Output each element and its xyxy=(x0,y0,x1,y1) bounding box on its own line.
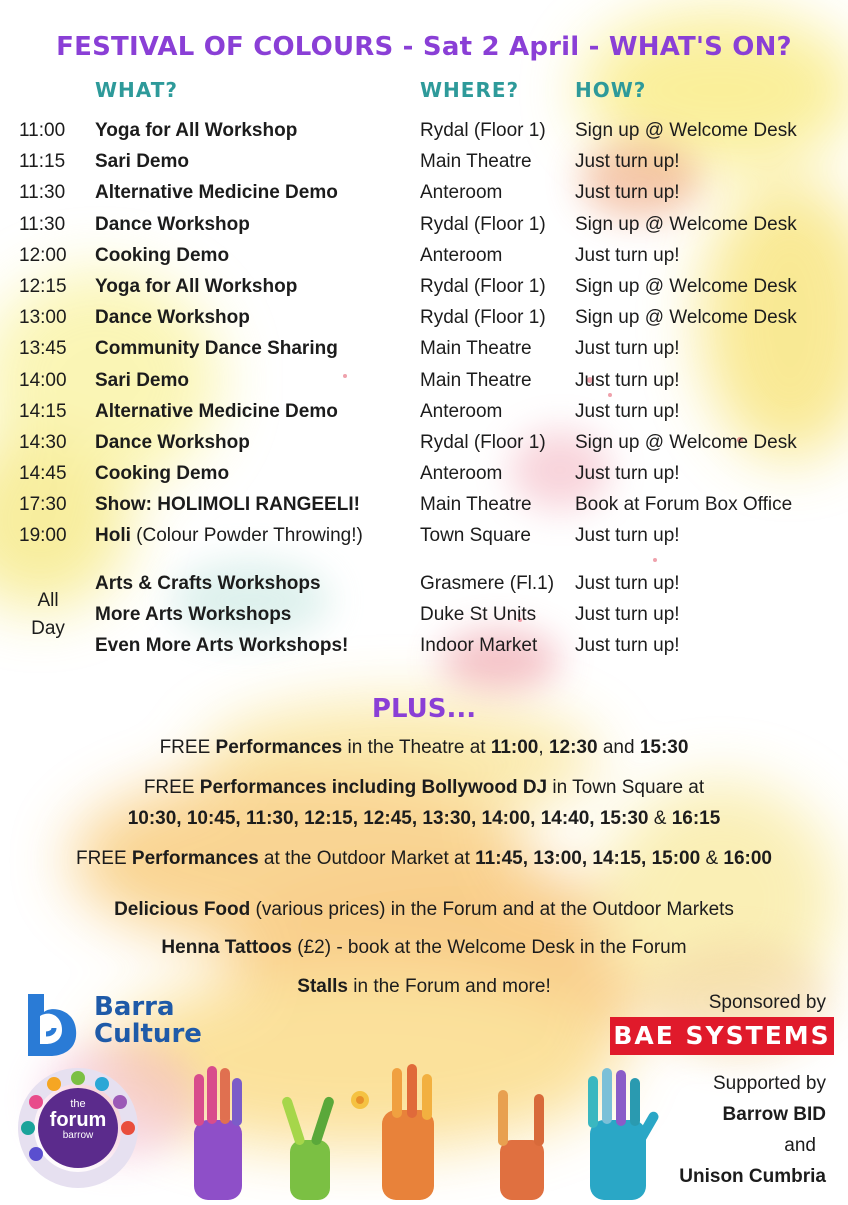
schedule-row xyxy=(0,214,848,245)
supported-by-label: Supported by xyxy=(712,1073,826,1094)
schedule-table xyxy=(0,120,848,557)
event-title: Cooking Demo xyxy=(95,244,230,266)
event-booking: Just turn up! xyxy=(575,244,680,266)
schedule-row xyxy=(0,245,848,276)
event-time: 13:45 xyxy=(19,338,67,360)
event-title: Holi (Colour Powder Throwing!) xyxy=(95,525,363,547)
townsquare-performances-line: FREE Performances including Bollywood DJ in Town Square at xyxy=(143,777,705,798)
event-location: Main Theatre xyxy=(420,151,532,173)
event-title: Sari Demo xyxy=(95,369,189,391)
event-title: Yoga for All Workshop xyxy=(95,120,298,141)
schedule-row xyxy=(0,525,848,556)
event-time: 11:30 xyxy=(19,182,66,204)
event-time: 14:00 xyxy=(19,369,67,391)
event-location: Anteroom xyxy=(420,244,503,266)
event-time: 12:15 xyxy=(19,275,67,297)
food-line: Delicious Food (various prices) in the Forum and at the Outdoor Markets xyxy=(114,899,734,920)
all-day-row xyxy=(0,573,848,604)
henna-line: Henna Tattoos (£2) - book at the Welcome Desk in the Forum xyxy=(161,937,687,958)
event-location: Indoor Market xyxy=(420,635,538,656)
schedule-row xyxy=(0,182,848,213)
event-location: Anteroom xyxy=(420,182,503,204)
event-booking: Just turn up! xyxy=(575,463,680,485)
event-title: Yoga for All Workshop xyxy=(95,275,298,297)
event-booking: Just turn up! xyxy=(575,635,680,656)
event-time: 11:30 xyxy=(19,213,66,235)
event-title: Cooking Demo xyxy=(95,463,230,485)
event-location: Main Theatre xyxy=(420,369,532,391)
hand-icon xyxy=(194,1066,242,1200)
event-time: 14:45 xyxy=(19,463,67,485)
schedule-row xyxy=(0,463,848,494)
header-what: WHAT? xyxy=(95,78,178,102)
event-title: Dance Workshop xyxy=(95,307,250,329)
event-booking: Just turn up! xyxy=(575,604,680,625)
event-title: Alternative Medicine Demo xyxy=(95,400,338,422)
flower-icon xyxy=(351,1091,369,1109)
event-title: Dance Workshop xyxy=(95,431,250,453)
event-booking: Just turn up! xyxy=(575,369,680,391)
schedule-row xyxy=(0,432,848,463)
event-booking: Just turn up! xyxy=(575,338,680,360)
event-title: Community Dance Sharing xyxy=(95,338,338,360)
event-location: Anteroom xyxy=(420,463,503,485)
event-location: Rydal (Floor 1) xyxy=(420,431,546,453)
event-title: Show: HOLIMOLI RANGEELI! xyxy=(95,494,360,516)
event-booking: Book at Forum Box Office xyxy=(575,494,793,516)
sponsored-by-label: Sponsored by xyxy=(708,992,826,1013)
event-time: 14:30 xyxy=(19,431,67,453)
event-location: Rydal (Floor 1) xyxy=(420,307,546,329)
event-location: Rydal (Floor 1) xyxy=(420,275,546,297)
peace-hand-icon xyxy=(281,1096,335,1200)
schedule-row xyxy=(0,276,848,307)
event-booking: Sign up @ Welcome Desk xyxy=(575,431,797,453)
event-booking: Just turn up! xyxy=(575,573,680,594)
event-title: Even More Arts Workshops! xyxy=(95,635,349,656)
header-where: WHERE? xyxy=(420,78,520,102)
event-time: 19:00 xyxy=(19,525,67,547)
barrow-bid-label: Barrow BID xyxy=(722,1104,826,1125)
schedule-row xyxy=(0,120,848,151)
townsquare-times-line: 10:30, 10:45, 11:30, 12:15, 12:45, 13:30, 14:00, 14:40, 15:30 & 16:15 xyxy=(127,808,721,829)
rock-hand-icon xyxy=(498,1090,544,1200)
market-performances-line: FREE Performances at the Outdoor Market at 11:45, 13:00, 14:15, 15:00 & 16:00 xyxy=(75,848,773,869)
event-title: Alternative Medicine Demo xyxy=(95,182,338,204)
barra-b-icon xyxy=(22,990,84,1058)
event-title: Dance Workshop xyxy=(95,213,250,235)
event-location: Town Square xyxy=(420,525,531,547)
event-location: Rydal (Floor 1) xyxy=(420,213,546,235)
plus-heading: PLUS... xyxy=(371,694,477,724)
unison-cumbria-label: Unison Cumbria xyxy=(679,1166,826,1187)
event-location: Main Theatre xyxy=(420,494,532,516)
event-booking: Sign up @ Welcome Desk xyxy=(575,307,797,329)
schedule-row xyxy=(0,307,848,338)
open-hand-icon xyxy=(588,1068,660,1200)
bae-systems-logo: BAE SYSTEMS xyxy=(610,1017,834,1055)
event-title: Sari Demo xyxy=(95,151,189,173)
all-day-section xyxy=(0,573,848,673)
event-location: Main Theatre xyxy=(420,338,532,360)
event-booking: Sign up @ Welcome Desk xyxy=(575,120,797,141)
header-how: HOW? xyxy=(575,78,647,102)
event-location: Duke St Units xyxy=(420,604,537,625)
event-location: Rydal (Floor 1) xyxy=(420,120,546,141)
and-label: and xyxy=(784,1135,816,1156)
event-booking: Sign up @ Welcome Desk xyxy=(575,275,797,297)
event-title: Arts & Crafts Workshops xyxy=(95,573,321,594)
event-booking: Just turn up! xyxy=(575,400,680,422)
event-title: More Arts Workshops xyxy=(95,604,292,625)
event-note: (Colour Powder Throwing!) xyxy=(130,525,363,547)
barra-culture-logo xyxy=(22,990,222,1060)
forum-barrow-logo xyxy=(8,1068,148,1193)
event-time: 11:15 xyxy=(19,151,66,173)
schedule-row xyxy=(0,401,848,432)
theatre-performances-line: FREE Performances in the Theatre at 11:00, 12:30 and 15:30 xyxy=(159,737,689,758)
event-time: 13:00 xyxy=(19,307,67,329)
all-day-label: All Day xyxy=(31,590,65,639)
event-location: Grasmere (Fl.1) xyxy=(420,573,555,594)
event-location: Anteroom xyxy=(420,400,503,422)
barra-culture-wordmark: Barra Culture xyxy=(94,992,202,1049)
ok-hand-icon xyxy=(382,1064,434,1200)
event-time: 14:15 xyxy=(19,400,67,422)
event-booking: Just turn up! xyxy=(575,151,680,173)
event-time: 11:00 xyxy=(19,120,66,141)
schedule-row xyxy=(0,494,848,525)
stalls-line: Stalls in the Forum and more! xyxy=(297,976,551,997)
event-booking: Just turn up! xyxy=(575,182,680,204)
forum-wordmark: the forum barrow xyxy=(49,1098,107,1141)
all-day-row xyxy=(0,604,848,635)
schedule-row xyxy=(0,151,848,182)
schedule-row xyxy=(0,338,848,369)
schedule-row xyxy=(0,370,848,401)
event-time: 12:00 xyxy=(19,244,67,266)
event-booking: Sign up @ Welcome Desk xyxy=(575,213,797,235)
page-title: FESTIVAL OF COLOURS - Sat 2 April - WHAT'S ON? xyxy=(56,32,792,62)
all-day-row xyxy=(0,635,848,666)
painted-hands-illustration xyxy=(160,1060,680,1200)
event-booking: Just turn up! xyxy=(575,525,680,547)
event-time: 17:30 xyxy=(19,494,67,516)
